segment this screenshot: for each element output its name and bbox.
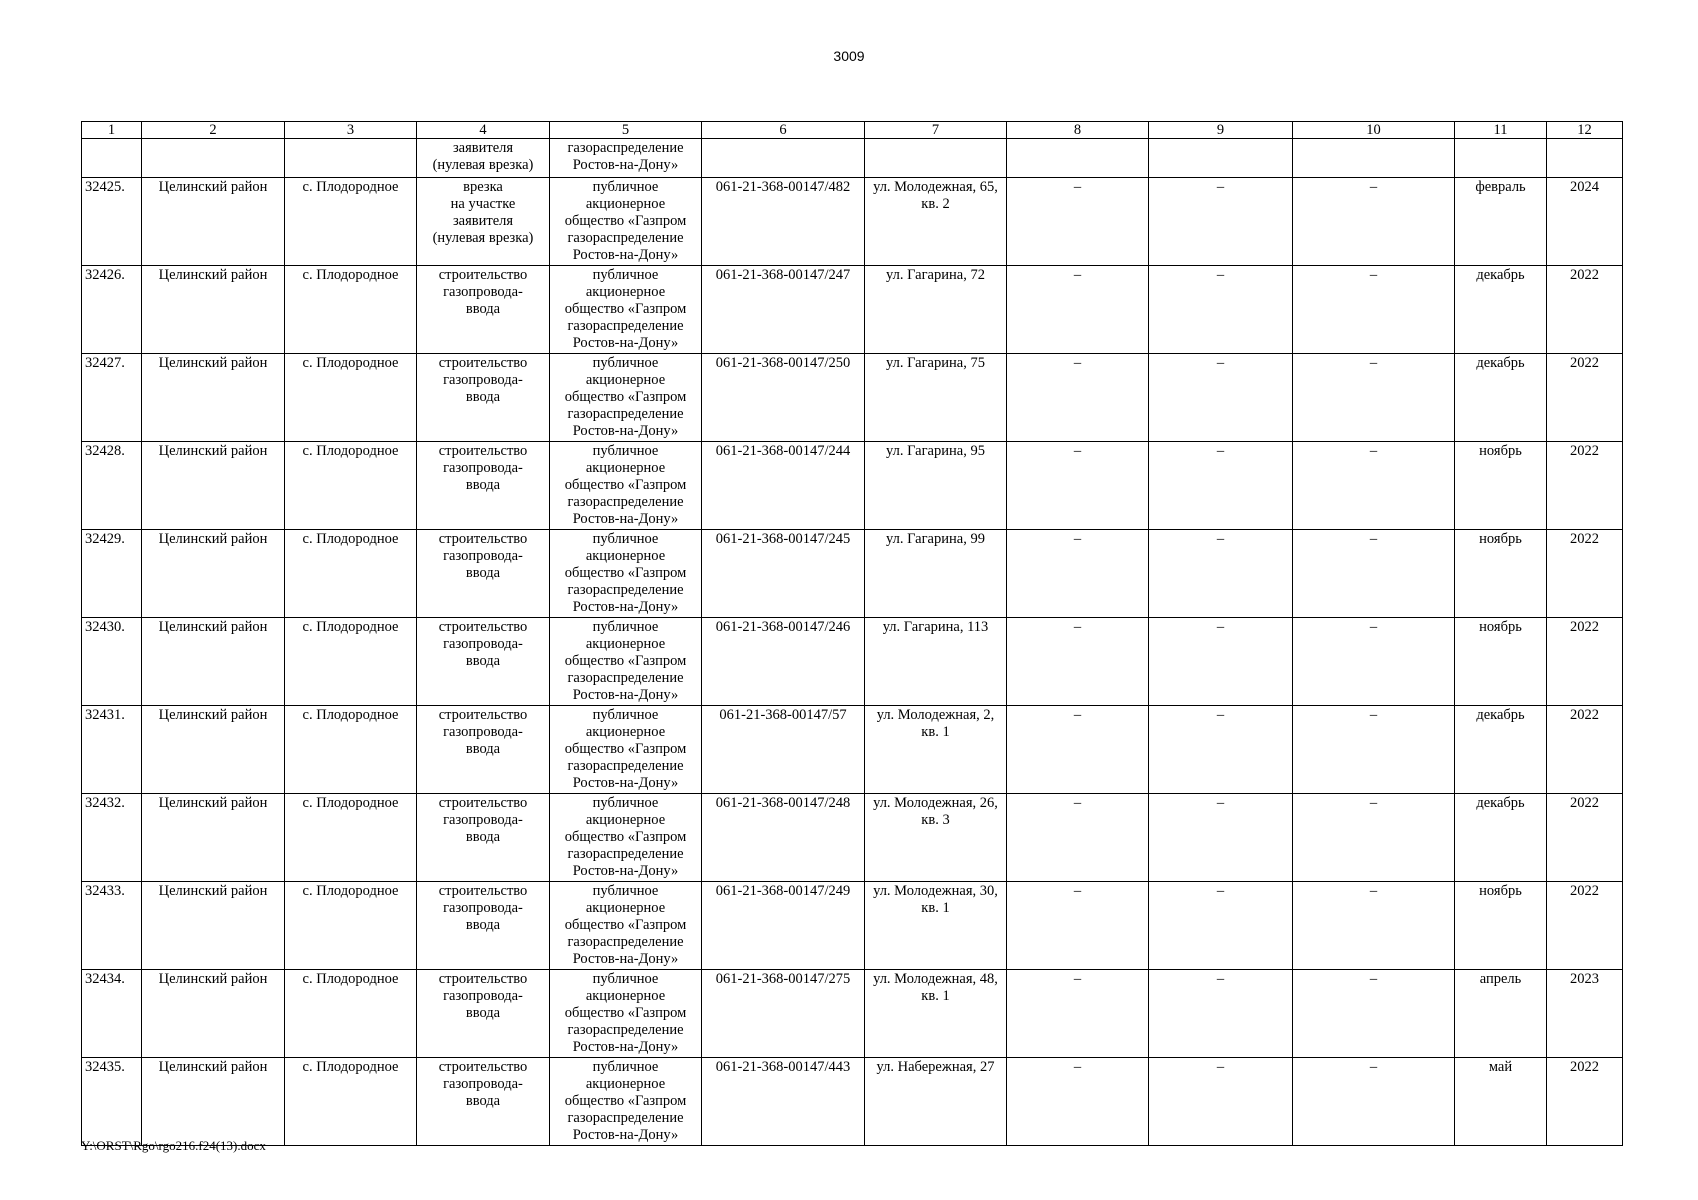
cell-year: 2022 xyxy=(1547,442,1623,530)
cell-month: декабрь xyxy=(1455,354,1547,442)
cell-address: ул. Молодежная, 2, кв. 1 xyxy=(865,706,1007,794)
cell-organization: публичное акционерное общество «Газпром газораспределение Ростов-на-Дону» xyxy=(550,442,702,530)
cell-locality: с. Плодородное xyxy=(285,706,417,794)
cell-dash: – xyxy=(1007,706,1149,794)
cell-row-number: 32434. xyxy=(82,970,142,1058)
cell-row-number: 32432. xyxy=(82,794,142,882)
cell-dash: – xyxy=(1149,266,1293,354)
cell-locality: с. Плодородное xyxy=(285,266,417,354)
cell-row-number: 32431. xyxy=(82,706,142,794)
cell-year: 2024 xyxy=(1547,178,1623,266)
cell-dash: – xyxy=(1149,354,1293,442)
cell-empty xyxy=(1293,139,1455,178)
cell-organization: газораспределение Ростов-на-Дону» xyxy=(550,139,702,178)
cell-address: ул. Молодежная, 26, кв. 3 xyxy=(865,794,1007,882)
cell-empty xyxy=(1007,139,1149,178)
table-row xyxy=(82,706,1623,794)
cell-district: Целинский район xyxy=(142,354,285,442)
cell-month: ноябрь xyxy=(1455,882,1547,970)
cell-address: ул. Молодежная, 30, кв. 1 xyxy=(865,882,1007,970)
column-header: 9 xyxy=(1149,122,1293,139)
cell-code: 061-21-368-00147/246 xyxy=(702,618,865,706)
cell-row-number: 32427. xyxy=(82,354,142,442)
cell-year: 2022 xyxy=(1547,794,1623,882)
data-table xyxy=(81,121,1623,1146)
cell-month: декабрь xyxy=(1455,706,1547,794)
column-header: 6 xyxy=(702,122,865,139)
cell-dash: – xyxy=(1007,530,1149,618)
column-header: 12 xyxy=(1547,122,1623,139)
cell-empty xyxy=(285,139,417,178)
cell-code: 061-21-368-00147/443 xyxy=(702,1058,865,1146)
cell-address: ул. Гагарина, 95 xyxy=(865,442,1007,530)
cell-dash: – xyxy=(1007,354,1149,442)
cell-dash: – xyxy=(1293,794,1455,882)
cell-empty xyxy=(865,139,1007,178)
cell-work-type: строительство газопровода- ввода xyxy=(417,618,550,706)
cell-dash: – xyxy=(1293,266,1455,354)
cell-address: ул. Гагарина, 99 xyxy=(865,530,1007,618)
table-row xyxy=(82,970,1623,1058)
cell-dash: – xyxy=(1293,442,1455,530)
cell-empty xyxy=(1149,139,1293,178)
cell-code: 061-21-368-00147/482 xyxy=(702,178,865,266)
cell-row-number: 32433. xyxy=(82,882,142,970)
cell-work-type: строительство газопровода- ввода xyxy=(417,882,550,970)
footer-file-path: Y:\ORST\Rgo\rgo216.f24(13).docx xyxy=(81,1138,266,1153)
cell-month: апрель xyxy=(1455,970,1547,1058)
cell-organization: публичное акционерное общество «Газпром газораспределение Ростов-на-Дону» xyxy=(550,794,702,882)
table-row xyxy=(82,178,1623,266)
cell-year: 2022 xyxy=(1547,354,1623,442)
cell-dash: – xyxy=(1007,266,1149,354)
cell-locality: с. Плодородное xyxy=(285,530,417,618)
column-header: 10 xyxy=(1293,122,1455,139)
table-row xyxy=(82,530,1623,618)
cell-locality: с. Плодородное xyxy=(285,618,417,706)
cell-address: ул. Гагарина, 75 xyxy=(865,354,1007,442)
cell-organization: публичное акционерное общество «Газпром газораспределение Ростов-на-Дону» xyxy=(550,266,702,354)
cell-district: Целинский район xyxy=(142,970,285,1058)
cell-dash: – xyxy=(1149,530,1293,618)
cell-empty xyxy=(1455,139,1547,178)
cell-organization: публичное акционерное общество «Газпром газораспределение Ростов-на-Дону» xyxy=(550,354,702,442)
cell-dash: – xyxy=(1007,882,1149,970)
cell-district: Целинский район xyxy=(142,706,285,794)
cell-dash: – xyxy=(1007,794,1149,882)
cell-year: 2022 xyxy=(1547,618,1623,706)
cell-address: ул. Набережная, 27 xyxy=(865,1058,1007,1146)
cell-work-type: строительство газопровода- ввода xyxy=(417,706,550,794)
cell-organization: публичное акционерное общество «Газпром газораспределение Ростов-на-Дону» xyxy=(550,706,702,794)
cell-organization: публичное акционерное общество «Газпром газораспределение Ростов-на-Дону» xyxy=(550,618,702,706)
cell-address: ул. Молодежная, 48, кв. 1 xyxy=(865,970,1007,1058)
column-header: 7 xyxy=(865,122,1007,139)
cell-work-type: строительство газопровода- ввода xyxy=(417,530,550,618)
cell-month: декабрь xyxy=(1455,794,1547,882)
column-header: 1 xyxy=(82,122,142,139)
cell-row-number: 32426. xyxy=(82,266,142,354)
cell-row-number: 32435. xyxy=(82,1058,142,1146)
cell-locality: с. Плодородное xyxy=(285,442,417,530)
column-header: 11 xyxy=(1455,122,1547,139)
cell-empty xyxy=(1547,139,1623,178)
cell-row-number: 32428. xyxy=(82,442,142,530)
cell-district: Целинский район xyxy=(142,530,285,618)
cell-dash: – xyxy=(1149,794,1293,882)
cell-row-number: 32430. xyxy=(82,618,142,706)
cell-district: Целинский район xyxy=(142,442,285,530)
cell-month: ноябрь xyxy=(1455,442,1547,530)
cell-dash: – xyxy=(1293,1058,1455,1146)
cell-year: 2022 xyxy=(1547,1058,1623,1146)
cell-code: 061-21-368-00147/245 xyxy=(702,530,865,618)
cell-dash: – xyxy=(1293,354,1455,442)
cell-work-type: строительство газопровода- ввода xyxy=(417,442,550,530)
table-row xyxy=(82,882,1623,970)
cell-dash: – xyxy=(1149,442,1293,530)
cell-code: 061-21-368-00147/250 xyxy=(702,354,865,442)
cell-address: ул. Гагарина, 113 xyxy=(865,618,1007,706)
cell-dash: – xyxy=(1293,178,1455,266)
cell-year: 2023 xyxy=(1547,970,1623,1058)
cell-code: 061-21-368-00147/244 xyxy=(702,442,865,530)
cell-locality: с. Плодородное xyxy=(285,354,417,442)
cell-locality: с. Плодородное xyxy=(285,882,417,970)
cell-year: 2022 xyxy=(1547,882,1623,970)
continuation-row xyxy=(82,139,1623,178)
cell-empty xyxy=(82,139,142,178)
table-row xyxy=(82,354,1623,442)
cell-code: 061-21-368-00147/249 xyxy=(702,882,865,970)
cell-dash: – xyxy=(1149,882,1293,970)
column-number-row xyxy=(82,122,1623,139)
cell-dash: – xyxy=(1007,1058,1149,1146)
cell-organization: публичное акционерное общество «Газпром газораспределение Ростов-на-Дону» xyxy=(550,1058,702,1146)
cell-locality: с. Плодородное xyxy=(285,970,417,1058)
cell-empty xyxy=(702,139,865,178)
cell-empty xyxy=(142,139,285,178)
cell-dash: – xyxy=(1149,618,1293,706)
column-header: 8 xyxy=(1007,122,1149,139)
cell-dash: – xyxy=(1149,970,1293,1058)
cell-dash: – xyxy=(1293,970,1455,1058)
table-row xyxy=(82,618,1623,706)
cell-month: ноябрь xyxy=(1455,530,1547,618)
cell-dash: – xyxy=(1007,178,1149,266)
cell-year: 2022 xyxy=(1547,530,1623,618)
column-header: 4 xyxy=(417,122,550,139)
cell-month: февраль xyxy=(1455,178,1547,266)
cell-district: Целинский район xyxy=(142,266,285,354)
cell-work-type: строительство газопровода- ввода xyxy=(417,794,550,882)
cell-code: 061-21-368-00147/57 xyxy=(702,706,865,794)
cell-code: 061-21-368-00147/275 xyxy=(702,970,865,1058)
cell-dash: – xyxy=(1149,178,1293,266)
cell-address: ул. Молодежная, 65, кв. 2 xyxy=(865,178,1007,266)
cell-work-type: строительство газопровода- ввода xyxy=(417,354,550,442)
cell-work-type: строительство газопровода- ввода xyxy=(417,266,550,354)
cell-district: Целинский район xyxy=(142,178,285,266)
cell-dash: – xyxy=(1007,442,1149,530)
column-header: 3 xyxy=(285,122,417,139)
cell-organization: публичное акционерное общество «Газпром газораспределение Ростов-на-Дону» xyxy=(550,970,702,1058)
cell-dash: – xyxy=(1007,970,1149,1058)
cell-address: ул. Гагарина, 72 xyxy=(865,266,1007,354)
cell-locality: с. Плодородное xyxy=(285,1058,417,1146)
cell-row-number: 32429. xyxy=(82,530,142,618)
cell-month: май xyxy=(1455,1058,1547,1146)
cell-dash: – xyxy=(1293,882,1455,970)
cell-work-type: заявителя (нулевая врезка) xyxy=(417,139,550,178)
table-row xyxy=(82,1058,1623,1146)
cell-organization: публичное акционерное общество «Газпром газораспределение Ростов-на-Дону» xyxy=(550,178,702,266)
table-row xyxy=(82,266,1623,354)
cell-work-type: врезка на участке заявителя (нулевая врезка) xyxy=(417,178,550,266)
cell-work-type: строительство газопровода- ввода xyxy=(417,970,550,1058)
cell-dash: – xyxy=(1007,618,1149,706)
cell-dash: – xyxy=(1149,1058,1293,1146)
cell-district: Целинский район xyxy=(142,794,285,882)
cell-dash: – xyxy=(1293,530,1455,618)
cell-dash: – xyxy=(1149,706,1293,794)
cell-month: ноябрь xyxy=(1455,618,1547,706)
cell-organization: публичное акционерное общество «Газпром газораспределение Ростов-на-Дону» xyxy=(550,530,702,618)
cell-district: Целинский район xyxy=(142,1058,285,1146)
cell-year: 2022 xyxy=(1547,706,1623,794)
cell-organization: публичное акционерное общество «Газпром газораспределение Ростов-на-Дону» xyxy=(550,882,702,970)
cell-code: 061-21-368-00147/248 xyxy=(702,794,865,882)
table-row xyxy=(82,794,1623,882)
cell-dash: – xyxy=(1293,706,1455,794)
cell-locality: с. Плодородное xyxy=(285,794,417,882)
cell-district: Целинский район xyxy=(142,882,285,970)
cell-work-type: строительство газопровода- ввода xyxy=(417,1058,550,1146)
page-number: 3009 xyxy=(833,48,865,64)
cell-row-number: 32425. xyxy=(82,178,142,266)
cell-locality: с. Плодородное xyxy=(285,178,417,266)
column-header: 2 xyxy=(142,122,285,139)
column-header: 5 xyxy=(550,122,702,139)
cell-district: Целинский район xyxy=(142,618,285,706)
cell-year: 2022 xyxy=(1547,266,1623,354)
cell-code: 061-21-368-00147/247 xyxy=(702,266,865,354)
cell-month: декабрь xyxy=(1455,266,1547,354)
cell-dash: – xyxy=(1293,618,1455,706)
table-row xyxy=(82,442,1623,530)
